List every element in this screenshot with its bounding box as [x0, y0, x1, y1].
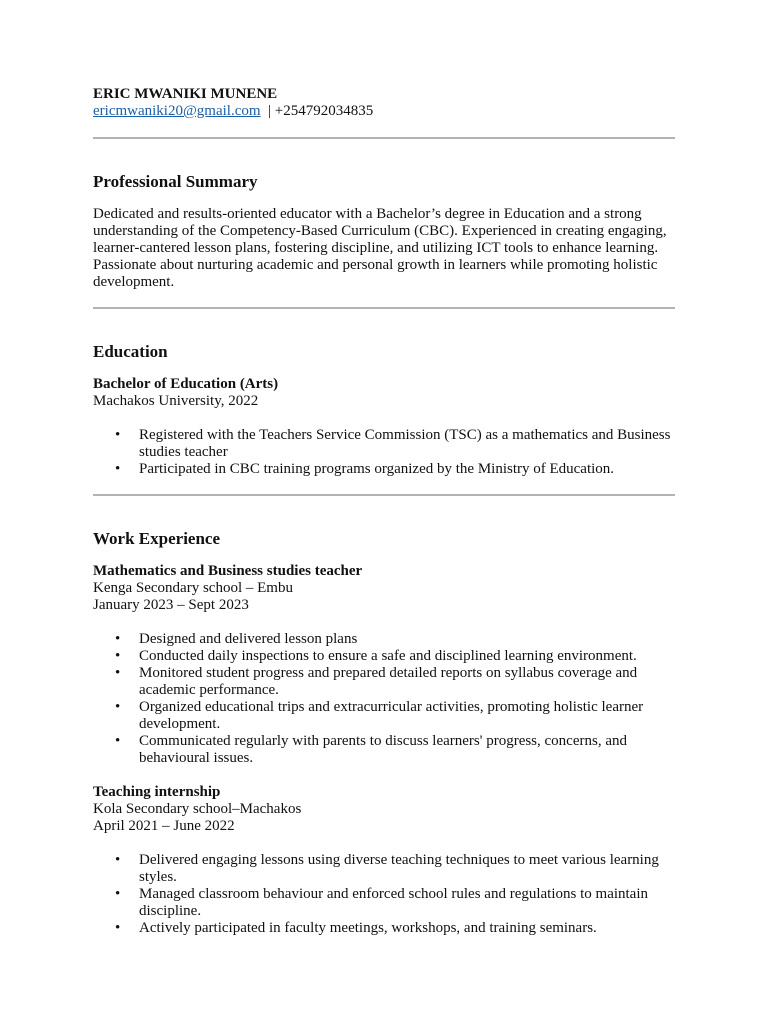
education-bullets	[93, 427, 675, 478]
contact-line	[93, 103, 675, 120]
list-item: • Registered with the Teachers Service Commission (TSC) as a mathematics and Business studies teacher	[139, 427, 675, 461]
job-place: Kenga Secondary school – Embu	[93, 580, 293, 596]
list-item: • Designed and delivered lesson plans	[139, 631, 675, 648]
job-title: Mathematics and Business studies teacher	[93, 563, 363, 579]
job-bullets	[93, 852, 675, 937]
job-dates: January 2023 – Sept 2023	[93, 597, 249, 613]
work-heading: Work Experience	[93, 529, 221, 548]
phone-number: | +254792034835	[260, 103, 374, 119]
summary-heading: Professional Summary	[93, 172, 258, 191]
summary-text: Dedicated and results-oriented educator with a Bachelor’s degree in Education and a strong understanding of the Competency-Based Curriculum (CBC). Experienced in creating engaging, learner-cantered lesson plans, fostering discipline, and utilizing ICT tools to enhance learning. Passionate about nurturing academic and personal growth in learners while promoting holistic development.	[93, 206, 667, 290]
job-entry	[93, 784, 675, 937]
list-item: • Actively participated in faculty meetings, workshops, and training seminars.	[139, 920, 675, 937]
job-dates: April 2021 – June 2022	[93, 818, 235, 834]
job-bullets	[93, 631, 675, 767]
list-item: • Participated in CBC training programs organized by the Ministry of Education.	[139, 461, 675, 478]
list-item: • Managed classroom behaviour and enforced school rules and regulations to maintain discipline.	[139, 886, 675, 920]
job-title: Teaching internship	[93, 784, 221, 800]
list-item: • Monitored student progress and prepared detailed reports on syllabus coverage and academic performance.	[139, 665, 675, 699]
education-heading: Education	[93, 342, 168, 361]
resume-content	[93, 86, 675, 937]
candidate-name: ERIC MWANIKI MUNENE	[93, 86, 278, 102]
list-item: • Delivered engaging lessons using diverse teaching techniques to meet various learning styles.	[139, 852, 675, 886]
list-item: • Conducted daily inspections to ensure a safe and disciplined learning environment.	[139, 648, 675, 665]
job-entry	[93, 563, 675, 767]
job-place: Kola Secondary school–Machakos	[93, 801, 302, 817]
degree-title: Bachelor of Education (Arts)	[93, 376, 279, 392]
email-link[interactable]: ericmwaniki20@gmail.com	[93, 103, 261, 119]
list-item: • Communicated regularly with parents to discuss learners' progress, concerns, and behavioural issues.	[139, 733, 675, 767]
institution: Machakos University, 2022	[93, 393, 259, 409]
list-item: • Organized educational trips and extracurricular activities, promoting holistic learner development.	[139, 699, 675, 733]
